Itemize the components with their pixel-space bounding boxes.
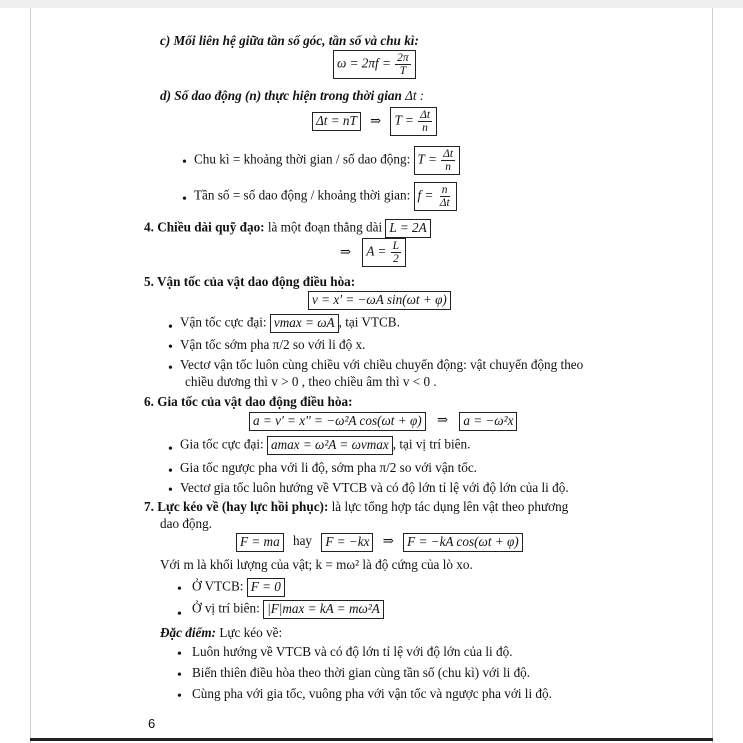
bullet-dot: • xyxy=(177,668,182,683)
page-right-edge xyxy=(712,8,713,743)
bullet-dot: • xyxy=(177,582,182,597)
bullet-v-vector-1: Vectơ vận tốc luôn cùng chiều với chiều chuyển động: vật chuyển động theo xyxy=(180,357,584,372)
bullet-v-vector-2: chiều dương thì v > 0 , theo chiều âm thì v < 0 . xyxy=(185,374,437,389)
formula-omega: ω = 2πf = $\frac{2\pi}{T}$ xyxy=(333,50,416,79)
bullet-a-vector: Vectơ gia tốc luôn hướng về VTCB và có độ lớn tỉ lệ với độ lớn của li độ. xyxy=(180,480,569,495)
formula-v: v = x' = −ωA sin(ωt + φ) xyxy=(308,291,451,310)
section-6-title: 6. Gia tốc của vật dao động điều hòa: xyxy=(144,394,353,409)
page-number: 6 xyxy=(148,716,156,731)
bullet-vmax: Vận tốc cực đại: vmax = ωA , tại VTCB. xyxy=(180,314,400,333)
section-7: 7. Lực kéo về (hay lực hồi phục): là lực tổng hợp tác dụng lên vật theo phương xyxy=(144,499,569,514)
bullet-vtcb: Ở VTCB: F = 0 xyxy=(192,578,285,597)
bullet-a-phase: Gia tốc ngược pha với li độ, sớm pha π/2 so với vận tốc. xyxy=(180,460,477,475)
bullet-dot: • xyxy=(182,192,187,207)
bullet-edge: Ở vị trí biên: |F|max = kA = mω²A xyxy=(192,600,384,619)
section-c-title: c) Mối liên hệ giữa tần số góc, tần số và chu kì: xyxy=(160,33,419,48)
feature-1: Luôn hướng về VTCB và có độ lớn tỉ lệ với độ lớn của li độ. xyxy=(192,644,513,659)
bullet-frequency: Tần số = số dao động / khoảng thời gian: f = $\frac{n}{\Delta t}$ xyxy=(194,182,457,211)
bullet-dot: • xyxy=(168,464,173,479)
section-5-title: 5. Vận tốc của vật dao động điều hòa: xyxy=(144,274,356,289)
feature-3: Cùng pha với gia tốc, vuông pha với vận tốc và ngược pha với li độ. xyxy=(192,686,552,701)
with-m-text: Với m là khối lượng của vật; k = mω² là độ cứng của lò xo. xyxy=(160,557,473,572)
bullet-dot: • xyxy=(168,442,173,457)
page-bottom-edge xyxy=(30,738,713,741)
page-left-edge xyxy=(30,8,31,743)
formula-A: ⇒ A = $\frac{L}{2}$ xyxy=(340,238,406,267)
bullet-dot: • xyxy=(168,320,173,335)
bullet-period: Chu kì = khoảng thời gian / số dao động: T = $\frac{\Delta t}{n}$ xyxy=(194,146,460,175)
bullet-amax: Gia tốc cực đại: amax = ω²A = ωvmax , tại vị trí biên. xyxy=(180,436,470,455)
formula-a: a = v' = x'' = −ω²A cos(ωt + φ) ⇒ a = −ω²x xyxy=(249,412,517,431)
bullet-v-phase: Vận tốc sớm pha π/2 so với li độ x. xyxy=(180,337,366,352)
bullet-dot: • xyxy=(168,340,173,355)
formula-dt: Δt = nT ⇒ T = $\frac{\Delta t}{n}$ xyxy=(312,107,437,136)
bullet-dot: • xyxy=(168,361,173,376)
viewer-top-bar xyxy=(0,0,743,8)
features-title: Đặc điểm: Lực kéo về: xyxy=(160,625,283,640)
bullet-dot: • xyxy=(168,483,173,498)
section-7-line2: dao động. xyxy=(160,516,213,531)
section-4: 4. Chiều dài quỹ đạo: là một đoạn thẳng dài L = 2A xyxy=(144,219,431,238)
bullet-dot: • xyxy=(177,607,182,622)
bullet-dot: • xyxy=(182,155,187,170)
feature-2: Biến thiên điều hòa theo thời gian cùng tần số (chu kì) với li độ. xyxy=(192,665,531,680)
bullet-dot: • xyxy=(177,689,182,704)
bullet-dot: • xyxy=(177,647,182,662)
section-d-title: d) Số dao động (n) thực hiện trong thời gian Δt : xyxy=(160,88,425,103)
formula-force: F = ma hay F = −kx ⇒ F = −kA cos(ωt + φ) xyxy=(236,533,523,552)
